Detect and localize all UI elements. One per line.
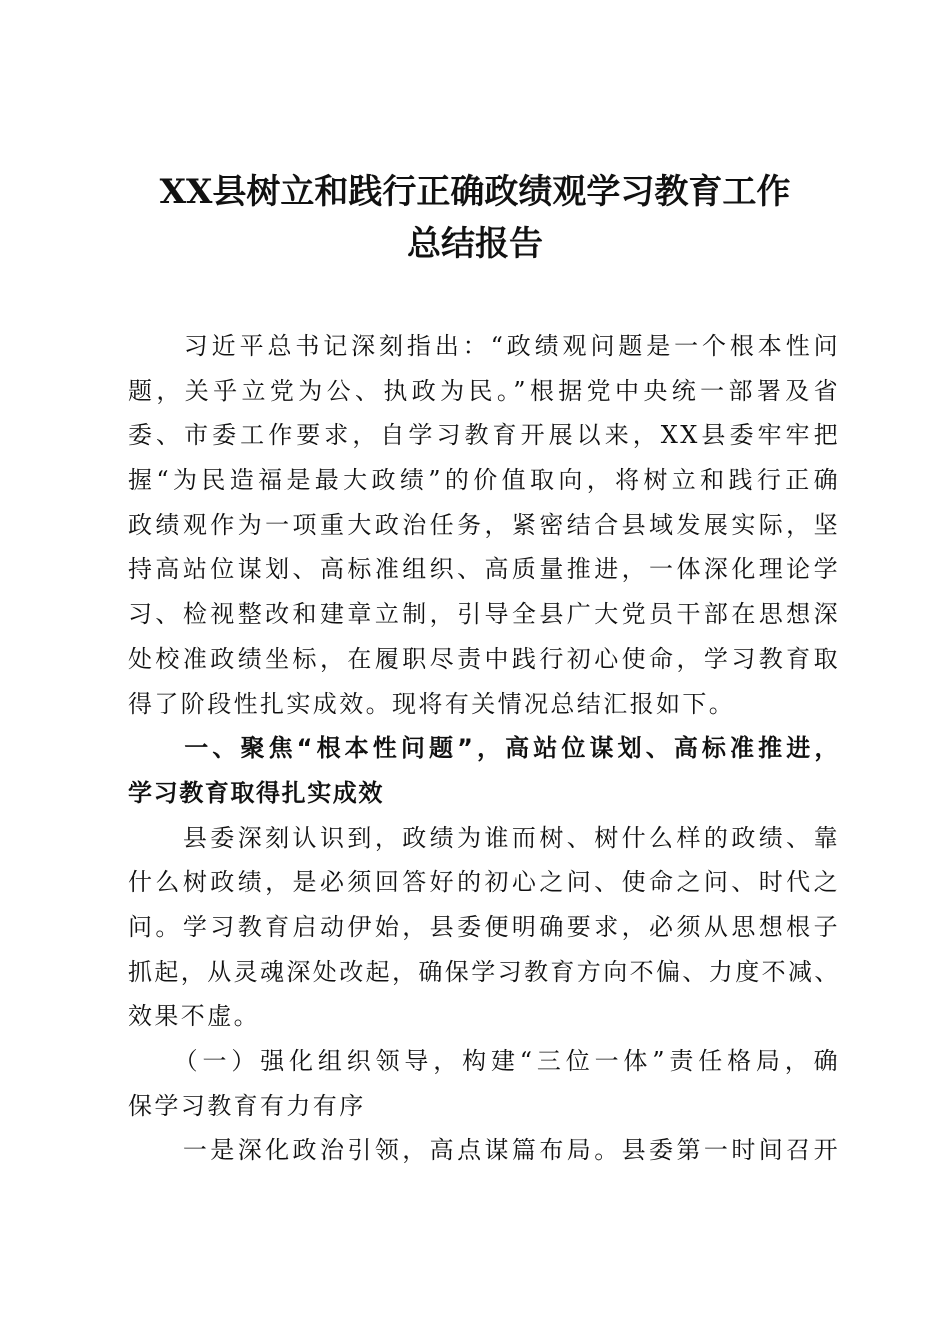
paragraph-line: 县委深刻认识到，政绩为谁而树、树什么样的政绩、靠 <box>128 823 840 852</box>
subsection-heading-1: （一）强化组织领导，构建“三位一体”责任格局，确 <box>128 1047 840 1075</box>
paragraph-line: 抓起，从灵魂深处改起，确保学习教育方向不偏、力度不减、 <box>128 957 841 986</box>
intro-line: 习近平总书记深刻指出：“政绩观问题是一个根本性问 <box>128 332 840 360</box>
intro-line: 握“为民造福是最大政绩”的价值取向，将树立和践行正确 <box>128 466 840 495</box>
paragraph-line: 什么树政绩，是必须回答好的初心之问、使命之问、时代之 <box>128 868 840 897</box>
paragraph-line: 一是深化政治引领，高点谋篇布局。县委第一时间召开 <box>128 1136 840 1165</box>
intro-line: 处校准政绩坐标，在履职尽责中践行初心使命，学习教育取 <box>128 644 840 673</box>
section-heading-1: 学习教育取得扎实成效 <box>128 778 384 807</box>
intro-line: 委、市委工作要求，自学习教育开展以来，XX县委牢牢把 <box>128 421 840 450</box>
document-title-line-1: XX县树立和践行正确政绩观学习教育工作 <box>159 172 791 212</box>
intro-paragraph <box>128 324 840 1173</box>
paragraph-line: 问。学习教育启动伊始，县委便明确要求，必须从思想根子 <box>128 912 840 941</box>
intro-line: 习、检视整改和建章立制，引导全县广大党员干部在思想深 <box>128 600 840 629</box>
document-title-line-2: 总结报告 <box>407 224 543 264</box>
intro-line: 题，关乎立党为公、执政为民。”根据党中央统一部署及省 <box>128 376 840 405</box>
intro-line: 持高站位谋划、高标准组织、高质量推进，一体深化理论学 <box>128 555 840 584</box>
intro-line: 政绩观作为一项重大政治任务，紧密结合县域发展实际，坚 <box>128 510 840 539</box>
paragraph-line: 效果不虚。 <box>128 1002 260 1031</box>
subsection-heading-1: 保学习教育有力有序 <box>128 1091 366 1120</box>
section-heading-1: 一、聚焦“根本性问题”，高站位谋划、高标准推进， <box>128 734 840 763</box>
intro-line: 得了阶段性扎实成效。现将有关情况总结汇报如下。 <box>128 689 736 718</box>
